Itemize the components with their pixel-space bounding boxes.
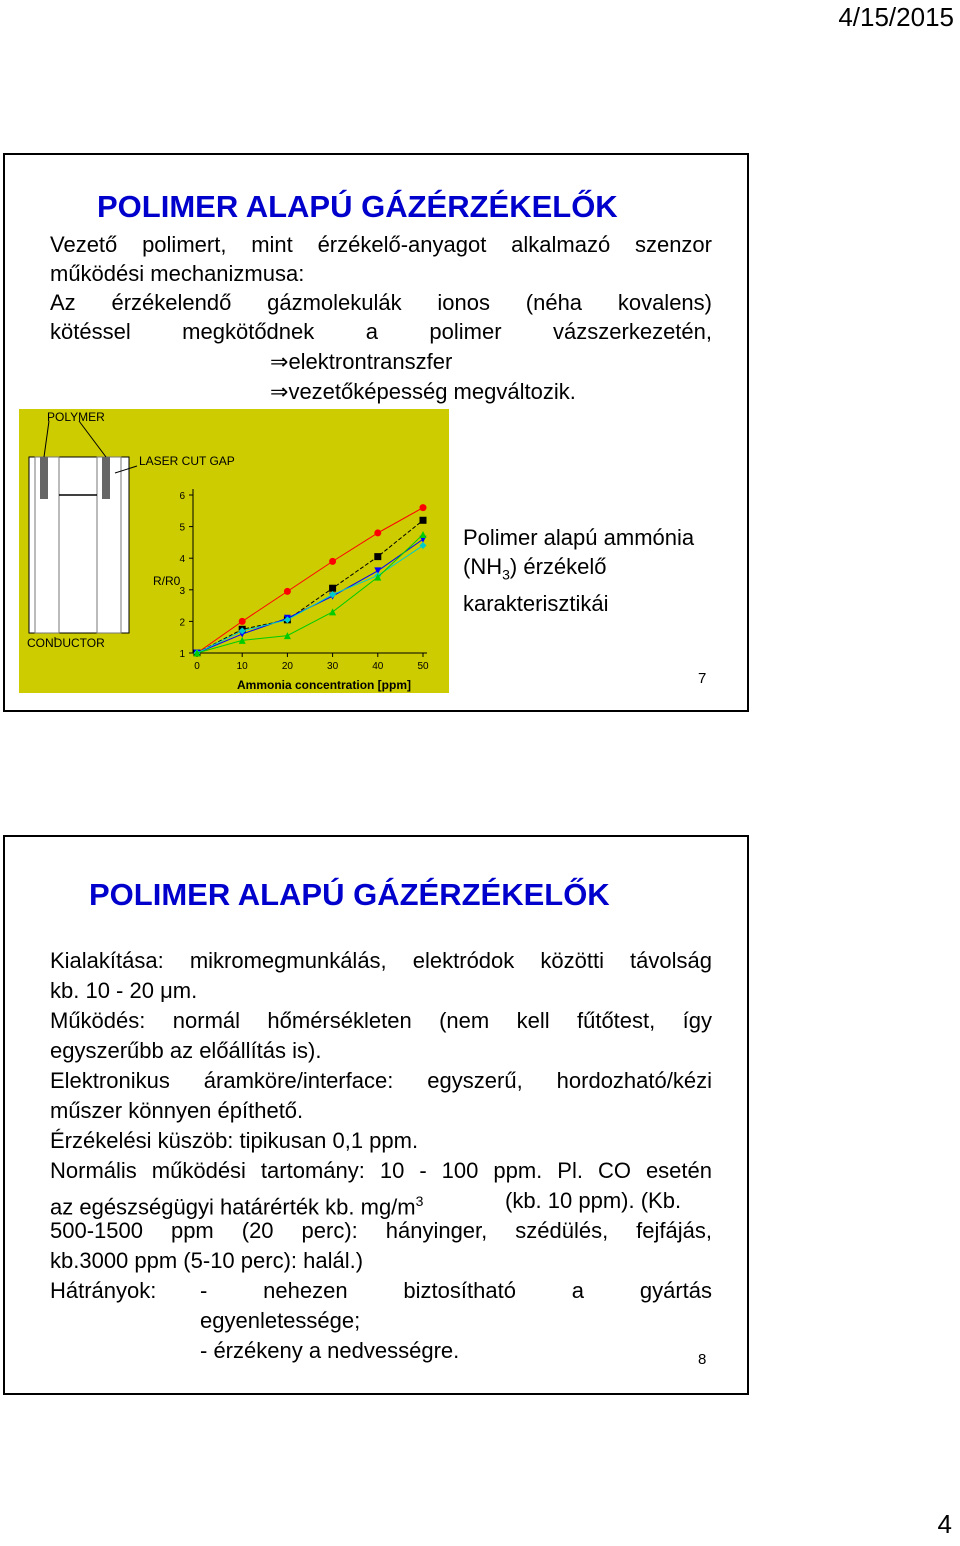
text-line: működési mechanizmusa: — [50, 261, 305, 286]
caption-text: (NH — [463, 554, 503, 579]
text-line: Normális működési tartomány: 10 - 100 ppm. Pl. CO esetén — [50, 1158, 712, 1183]
text-line: Vezető polimert, mint érzékelő-anyagot alkalmazó szenzor — [50, 232, 712, 257]
text-line: Hátrányok: — [50, 1278, 157, 1303]
bullet-item — [270, 347, 452, 377]
polymer-strip — [40, 457, 48, 499]
y-tick-label: 4 — [179, 554, 185, 566]
slide-title: POLIMER ALAPÚ GÁZÉRZÉKELŐK — [97, 189, 618, 224]
bullet-text: vezetőképesség megváltozik. — [288, 379, 576, 404]
text-line: - nehezen biztosítható a gyártás — [200, 1278, 712, 1303]
caption-line: karakterisztikái — [463, 591, 609, 617]
sensor-figure — [19, 409, 449, 693]
text-line: - érzékeny a nedvességre. — [200, 1338, 460, 1363]
text-line: Érzékelési küszöb: tipikusan 0,1 ppm. — [50, 1128, 419, 1153]
bullet-text: elektrontranszfer — [288, 349, 453, 374]
slide-8 — [3, 835, 749, 1395]
plot-area — [179, 489, 429, 672]
y-tick-label: 1 — [179, 649, 185, 660]
series-line — [197, 508, 423, 653]
polymer-pointer — [44, 421, 49, 457]
caption-line: Polimer alapú ammónia — [463, 525, 695, 550]
data-point — [329, 585, 336, 592]
data-point — [374, 553, 381, 560]
label-conductor: CONDUCTOR — [27, 636, 105, 650]
y-tick-label: 2 — [179, 617, 185, 629]
y-tick-label: 5 — [179, 522, 185, 534]
caption-text: ) érzékelő — [509, 554, 607, 579]
text-line: műszer könnyen építhető. — [50, 1098, 304, 1123]
data-point — [420, 542, 427, 549]
x-tick-label: 30 — [327, 661, 339, 672]
slide-number: 8 — [698, 1351, 707, 1368]
data-point — [420, 517, 427, 524]
page-number: 4 — [937, 1509, 952, 1539]
polymer-strip — [102, 457, 110, 499]
text-line: egyszerűbb az előállítás is). — [50, 1038, 322, 1063]
figure-caption — [463, 523, 694, 618]
data-point — [239, 618, 246, 625]
slide-number: 7 — [698, 670, 707, 687]
text-segment: az egészségügyi határérték kb. mg/m — [50, 1194, 416, 1220]
data-point — [329, 558, 336, 565]
bullet-item — [270, 377, 576, 407]
x-tick-label: 40 — [372, 661, 384, 672]
polymer-pointer — [79, 421, 106, 457]
y-tick-label: 3 — [179, 585, 185, 597]
x-tick-label: 50 — [417, 661, 429, 672]
text-line: Elektronikus áramköre/interface: egyszerű, hordozható/kézi — [50, 1068, 712, 1093]
y-axis-label: R/R0 — [153, 574, 181, 588]
text-line: Az érzékelendő gázmolekulák ionos (néha kovalens) — [50, 290, 712, 315]
text-line: (kb. 10 ppm). (Kb. — [505, 1188, 682, 1213]
text-line: Kialakítása: mikromegmunkálás, elektródok közötti távolság — [50, 948, 712, 973]
text-line: Működés: normál hőmérsékleten (nem kell fűtőtest, így — [50, 1008, 712, 1033]
sensor-chart — [19, 409, 449, 693]
text-line: egyenletessége; — [200, 1308, 361, 1333]
x-tick-label: 20 — [281, 661, 293, 672]
data-point — [420, 504, 427, 511]
y-tick-label: 6 — [179, 491, 185, 502]
text-line: kb.3000 ppm (5-10 perc): halál.) — [50, 1248, 364, 1273]
text-line: kötéssel megkötődnek a polimer vázszerkezetén, — [50, 319, 712, 344]
slide-title: POLIMER ALAPÚ GÁZÉRZÉKELŐK — [89, 877, 610, 912]
document-date: 4/15/2015 — [838, 2, 954, 32]
caption-line — [463, 552, 694, 589]
text-line: 500-1500 ppm (20 perc): hányinger, szédülés, fejfájás, — [50, 1218, 712, 1243]
data-point — [420, 531, 427, 538]
label-gap: LASER CUT GAP — [139, 454, 235, 468]
x-tick-label: 10 — [236, 661, 248, 672]
x-axis-label: Ammonia concentration [ppm] — [237, 678, 412, 692]
caption-subscript: 3 — [502, 566, 510, 583]
text-line: kb. 10 - 20 μm. — [50, 978, 198, 1003]
series-line — [197, 546, 423, 653]
series-line — [197, 520, 423, 653]
data-point — [284, 588, 291, 595]
superscript: 3 — [415, 1193, 424, 1209]
implies-arrow-icon: ⇒ — [270, 379, 289, 404]
slide-7 — [3, 153, 749, 712]
implies-arrow-icon: ⇒ — [270, 349, 289, 374]
electrode-schematic — [27, 410, 235, 650]
data-point — [374, 529, 381, 536]
label-polymer: POLYMER — [47, 410, 105, 424]
x-tick-label: 0 — [194, 661, 200, 672]
